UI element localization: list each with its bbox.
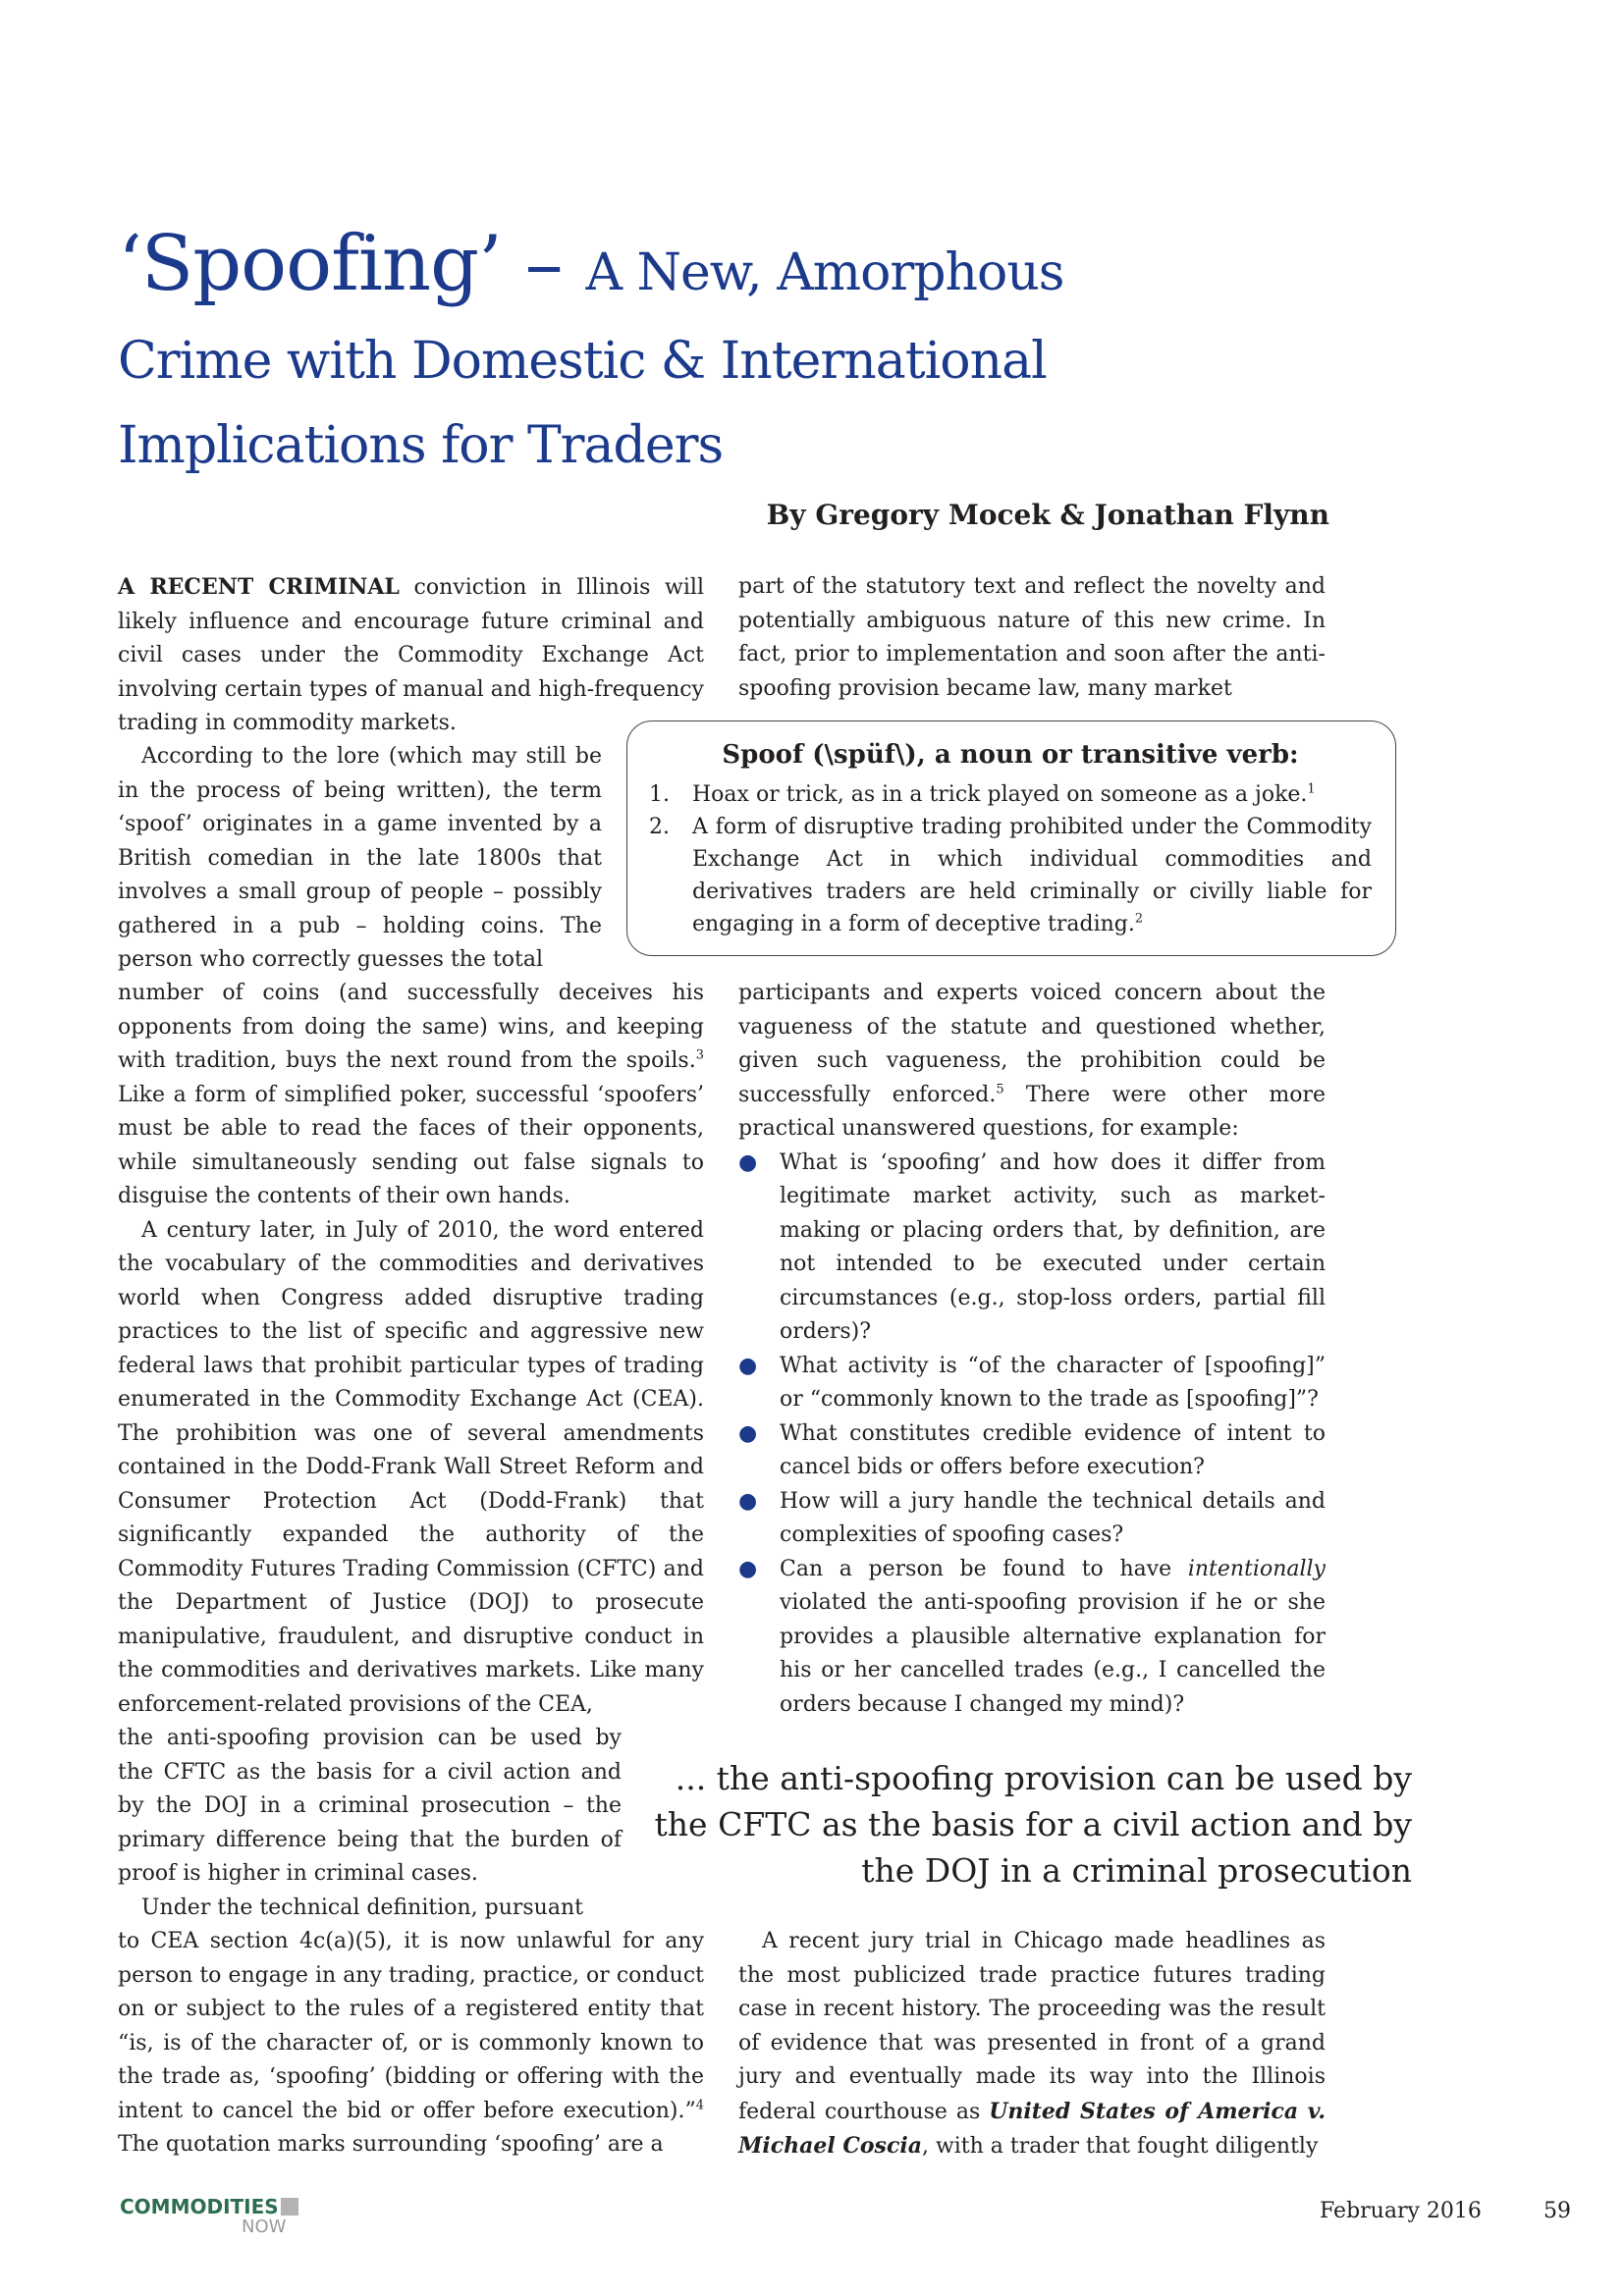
bullet-icon: ● <box>738 1353 758 1378</box>
question-item <box>738 1485 1326 1553</box>
question-text <box>780 1553 1326 1723</box>
question-item <box>738 1147 1326 1350</box>
intro-text: conviction in Illinois will likely influence and encourage future criminal and civil cases under the Commodity Exchange Act involving certain types of manual and high-frequency trading in commodity markets. <box>118 575 704 735</box>
pull-quote: ... the anti-spoofing provision can be used by the CFTC as the basis for a civil action and by the DOJ in a criminal prosecution <box>654 1759 1412 1890</box>
bullet-icon: ● <box>738 1420 758 1446</box>
concern-text: participants and experts voiced concern about the vagueness of the statute and questioned whether, given such vagueness, the prohibition could be successfully enforced. <box>738 981 1326 1107</box>
title-spoofing: ‘Spoofing’ – <box>118 220 563 308</box>
footnote-ref-2: 2 <box>1134 911 1144 927</box>
footnote-ref-5: 5 <box>996 1082 1004 1097</box>
lore-paragraph-start: According to the lore (which may still be in the process of being written), the term ‘spoof’ originates in a game invented by a British comedian in the late 1800s that involves a small group of people – possibly gathered in a pub – holding coins. The person who correctly guesses the total <box>118 744 602 972</box>
trial-text: A recent jury trial in Chicago made headlines as the most publicized trade practice futures trading case in recent history. The proceeding was the result of evidence that was presented in front of a grand jury and eventually made its way into the Illinois federal courthouse as <box>738 1929 1326 2124</box>
definition-text-after: The quotation marks surrounding ‘spoofing’ are a <box>118 2132 664 2157</box>
trial-text-after: , with a trader that fought diligently <box>921 2134 1319 2159</box>
concern-text-after: There were other more practical unanswered questions, for example: <box>738 1082 1326 1141</box>
definition-text-body: A form of disruptive trading prohibited under the Commodity Exchange Act in which individual commodities and derivatives traders are held criminally or civilly liable for engaging in a form of deceptive trading. <box>692 815 1372 936</box>
definition-paragraph-end <box>118 1925 704 2163</box>
question-text: What is ‘spoofing’ and how does it differ from legitimate market activity, such as market-making or placing orders that, by definition, are not intended to be executed under certain circumstances (e.g., stop-loss orders, partial fill orders)? <box>780 1149 1326 1344</box>
definition-text: to CEA section 4c(a)(5), it is now unlawful for any person to engage in any trading, practice, or conduct on or subject to the rules of a registered entity that “is, is of the character of, or is commonly known to the trade as, ‘spoofing’ (bidding or offering with the intent to cancel the bid or offer before execution).” <box>118 1929 704 2123</box>
left-column-middle <box>118 977 704 1722</box>
footnote-ref-4: 4 <box>695 2098 704 2113</box>
definition-item <box>649 811 1372 940</box>
question-text: How will a jury handle the technical details and complexities of spoofing cases? <box>780 1488 1326 1547</box>
definition-title: Spoof (\spüf\), a noun or transitive verb: <box>722 740 1299 770</box>
left-column-narrow-2 <box>118 1722 622 1925</box>
statutory-paragraph: part of the statutory text and reflect the novelty and potentially ambiguous nature of this new crime. In fact, prior to implementation and soon after the anti-spoofing provision became law, many market <box>738 574 1326 701</box>
definition-number: 2. <box>649 815 670 839</box>
right-column-top <box>738 570 1326 706</box>
question-text-part: Can a person be found to have <box>780 1556 1172 1581</box>
question-text: What activity is “of the character of [spoofing]” or “commonly known to the trade as [spoofing]”? <box>780 1353 1326 1412</box>
concern-paragraph <box>738 977 1326 1147</box>
bullet-icon: ● <box>738 1149 758 1175</box>
question-item <box>738 1417 1326 1485</box>
case-name: United States of America v. Michael Coscia <box>738 2098 1326 2159</box>
byline: By Gregory Mocek & Jonathan Flynn <box>766 499 1329 531</box>
bullet-icon: ● <box>738 1556 758 1581</box>
right-column-middle <box>738 977 1326 1722</box>
definition-paragraph-start: Under the technical definition, pursuant <box>141 1895 583 1920</box>
left-column-top <box>118 570 704 741</box>
definition-list <box>649 778 1372 940</box>
definition-item <box>649 778 1372 811</box>
lead-in: A RECENT CRIMINAL <box>118 574 400 600</box>
lore-text-after: Like a form of simplified poker, successful ‘spoofers’ must be able to read the faces of their opponents, while simultaneously sending out false signals to disguise the contents of their own hands. <box>118 1082 704 1208</box>
title-subtitle-start: A New, Amorphous <box>585 243 1064 302</box>
right-column-bottom <box>738 1925 1326 2164</box>
title-line-3: Implications for Traders <box>118 416 724 475</box>
lore-text: number of coins (and successfully deceives his opponents from doing the same) wins, and keeping with tradition, buys the next round from the spoils. <box>118 981 704 1073</box>
emphasis-text: intentionally <box>1187 1556 1326 1581</box>
question-text: What constitutes credible evidence of intent to cancel bids or offers before execution? <box>780 1420 1326 1479</box>
definition-text-body: Hoax or trick, as in a trick played on someone as a joke. <box>692 782 1308 807</box>
publication-logo <box>120 2195 298 2218</box>
lore-paragraph-end <box>118 977 704 1214</box>
title-line-2: Crime with Domestic & International <box>118 332 1047 391</box>
footnote-ref-1: 1 <box>1307 781 1316 797</box>
page-number: 59 <box>1543 2199 1571 2223</box>
trial-paragraph <box>738 1925 1326 2164</box>
definition-box <box>626 721 1396 956</box>
logo-subtitle: NOW <box>242 2216 287 2237</box>
article-title <box>118 220 1064 308</box>
definition-text <box>692 778 1372 811</box>
question-list <box>738 1147 1326 1723</box>
definition-number: 1. <box>649 782 670 807</box>
left-column-narrow-1 <box>118 740 602 978</box>
history-paragraph: A century later, in July of 2010, the word entered the vocabulary of the commodities and derivatives world when Congress added disruptive trading practices to the list of specific and aggressive new federal laws that prohibit particular types of trading enumerated in the Commodity Exchange Act (CEA). The prohibition was one of several amendments contained in the Dodd-Frank Wall Street Reform and Consumer Protection Act (Dodd-Frank) that significantly expanded the authority of the Commodity Futures Trading Commission (CFTC) and the Department of Justice (DOJ) to prosecute manipulative, fraudulent, and disruptive conduct in the commodities and derivatives markets. Like many enforcement-related provisions of the CEA, <box>118 1217 704 1717</box>
left-column-bottom <box>118 1925 704 2163</box>
logo-wordmark: COMMODITIES <box>120 2195 279 2218</box>
issue-date: February 2016 <box>1320 2199 1482 2223</box>
question-item <box>738 1553 1326 1723</box>
question-item <box>738 1350 1326 1417</box>
bullet-icon: ● <box>738 1488 758 1514</box>
logo-square-icon <box>281 2198 298 2216</box>
provision-text: the anti-spoofing provision can be used by the CFTC as the basis for a civil action and by the DOJ in a criminal prosecution – the primary difference being that the burden of proof is higher in criminal cases. <box>118 1726 622 1886</box>
footnote-ref-3: 3 <box>695 1047 704 1063</box>
question-text-part: violated the anti-spoofing provision if he or she provides a plausible alternative explanation for his or her cancelled trades (e.g., I cancelled the orders because I changed my mind)? <box>780 1590 1326 1717</box>
intro-paragraph <box>118 570 704 741</box>
definition-text <box>692 811 1372 940</box>
